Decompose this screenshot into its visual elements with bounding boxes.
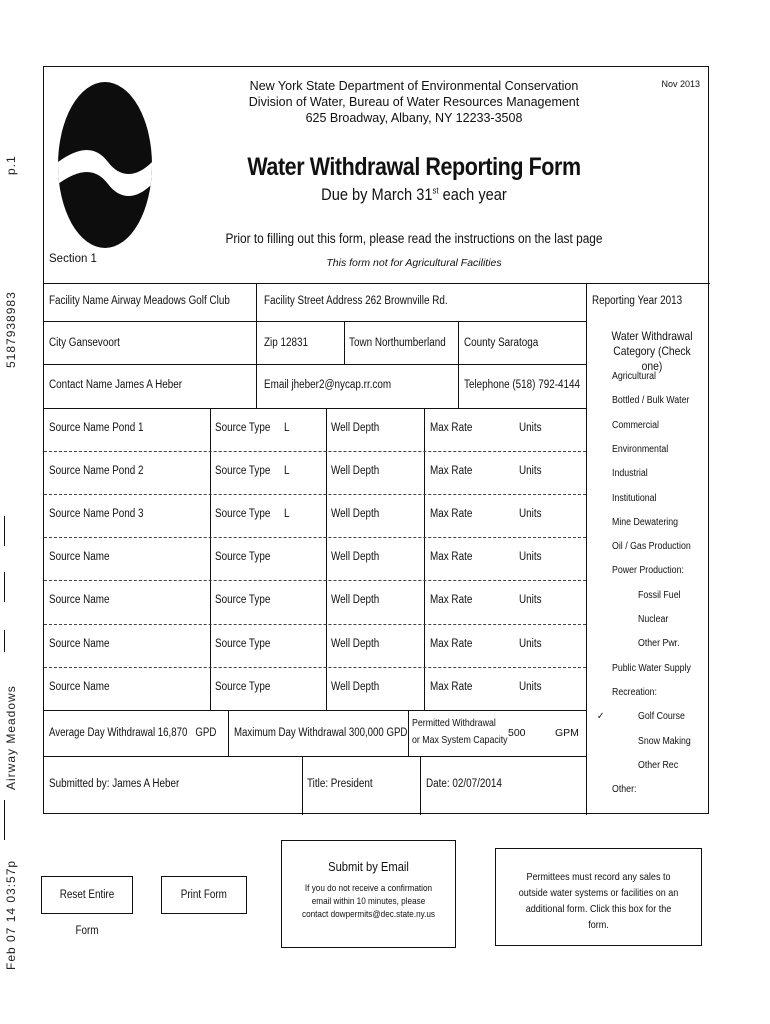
max-rate-field[interactable]: Max Rate — [430, 680, 473, 693]
category-option[interactable]: Oil / Gas Production — [612, 541, 691, 553]
units-field[interactable]: Units — [519, 508, 542, 521]
fax-phone: 5187938983 — [4, 291, 18, 368]
row-divider — [44, 580, 586, 581]
max-rate-field[interactable]: Max Rate — [430, 637, 473, 650]
source-type-label: Source Type — [215, 680, 271, 693]
well-depth-field[interactable]: Well Depth — [331, 465, 380, 478]
source-name-field[interactable]: Source Name — [49, 594, 110, 607]
permittees-form-link[interactable] — [495, 848, 702, 946]
well-depth-field[interactable]: Well Depth — [331, 594, 380, 607]
well-depth-field[interactable]: Well Depth — [331, 680, 380, 693]
agency-name: New York State Department of Environmental Conservation — [249, 79, 579, 93]
permittees-note: Permittees must record any sales to outside water systems or facilities on an additional form. Click this box for the form. — [518, 871, 679, 931]
row-divider — [44, 494, 586, 495]
category-option[interactable]: Snow Making — [638, 735, 691, 747]
source-name-field[interactable]: Source Name Pond 1 — [49, 422, 144, 434]
units-field[interactable]: Units — [519, 551, 542, 564]
dec-logo — [58, 82, 152, 248]
check-mark-icon: ✓ — [597, 711, 605, 723]
wave-icon — [58, 82, 152, 248]
source-type-value[interactable]: L — [284, 422, 290, 434]
source-type-label: Source Type — [215, 465, 271, 478]
units-field[interactable]: Units — [519, 637, 542, 650]
category-option[interactable]: Power Production: — [612, 565, 684, 577]
category-option[interactable]: Recreation: — [612, 686, 658, 698]
well-depth-field[interactable]: Well Depth — [331, 551, 380, 564]
reset-form-button[interactable]: Reset Entire Form — [41, 876, 133, 914]
fax-tick — [4, 572, 5, 602]
city-field[interactable]: City Gansevoort — [49, 337, 120, 349]
category-option[interactable]: Commercial — [612, 419, 659, 431]
source-type-value[interactable]: L — [284, 465, 290, 478]
submit-by-email-label: Submit by Email — [328, 859, 409, 874]
not-agricultural-note: This form not for Agricultural Facilities — [326, 257, 502, 269]
source-type-label: Source Type — [215, 551, 271, 564]
well-depth-field[interactable]: Well Depth — [331, 508, 380, 521]
units-field[interactable]: Units — [519, 680, 542, 693]
facility-street-field[interactable]: Facility Street Address 262 Brownville Rd. — [264, 295, 448, 307]
category-option[interactable]: Environmental — [612, 443, 669, 455]
fax-timestamp: Feb 07 14 03:57p — [4, 859, 18, 970]
category-option[interactable]: Nuclear — [638, 614, 669, 625]
source-type-label: Source Type — [215, 637, 271, 650]
fax-tick — [4, 630, 5, 652]
units-field[interactable]: Units — [519, 465, 542, 478]
fax-sender: Airway Meadows — [4, 685, 18, 790]
town-field[interactable]: Town Northumberland — [349, 337, 446, 349]
average-day-withdrawal-field[interactable]: Average Day Withdrawal 16,870 GPD — [49, 727, 217, 739]
category-option[interactable]: Fossil Fuel — [638, 589, 681, 601]
source-name-field[interactable]: Source Name — [49, 637, 110, 650]
permitted-withdrawal-unit: GPM — [555, 727, 579, 739]
source-name-field[interactable]: Source Name Pond 3 — [49, 508, 144, 521]
facility-name-field[interactable]: Facility Name Airway Meadows Golf Club — [49, 295, 230, 307]
fax-page-number: p.1 — [4, 155, 18, 175]
category-option[interactable]: Other: — [612, 784, 637, 796]
print-form-button[interactable]: Print Form — [161, 876, 247, 914]
units-field[interactable]: Units — [519, 422, 542, 434]
source-type-label: Source Type — [215, 508, 271, 521]
permitted-withdrawal-value[interactable]: 500 — [508, 727, 526, 739]
source-name-field[interactable]: Source Name Pond 2 — [49, 465, 144, 478]
telephone-field[interactable]: Telephone (518) 792-4144 — [464, 379, 581, 391]
county-field[interactable]: County Saratoga — [464, 337, 539, 349]
category-option[interactable]: Agricultural — [612, 371, 657, 382]
date-field[interactable]: Date: 02/07/2014 — [426, 778, 502, 790]
category-option[interactable]: Other Pwr. — [638, 638, 680, 650]
row-divider — [44, 451, 586, 452]
max-rate-field[interactable]: Max Rate — [430, 551, 473, 564]
division-name: Division of Water, Bureau of Water Resources Management — [248, 95, 580, 109]
maximum-day-withdrawal-field[interactable]: Maximum Day Withdrawal 300,000 GPD — [234, 727, 408, 739]
form-title: Water Withdrawal Reporting Form — [247, 153, 581, 181]
fax-tick — [4, 800, 5, 840]
source-type-label: Source Type — [215, 422, 271, 434]
withdrawal-form — [43, 66, 709, 814]
form-revision-date: Nov 2013 — [661, 79, 700, 89]
agency-address: 625 Broadway, Albany, NY 12233-3508 — [305, 111, 523, 125]
category-option[interactable]: Golf Course — [638, 711, 685, 723]
permitted-withdrawal-label: Permitted Withdrawal or Max System Capacity — [412, 717, 508, 746]
max-rate-field[interactable]: Max Rate — [430, 594, 473, 607]
source-type-label: Source Type — [215, 594, 271, 607]
fax-tick — [4, 516, 5, 546]
max-rate-field[interactable]: Max Rate — [430, 422, 473, 434]
row-divider — [44, 624, 586, 625]
max-rate-field[interactable]: Max Rate — [430, 508, 473, 521]
zip-field[interactable]: Zip 12831 — [264, 337, 308, 349]
row-divider — [44, 537, 586, 538]
category-option[interactable]: Institutional — [612, 492, 657, 504]
source-name-field[interactable]: Source Name — [49, 551, 110, 564]
source-name-field[interactable]: Source Name — [49, 680, 110, 693]
title-field[interactable]: Title: President — [307, 778, 373, 790]
max-rate-field[interactable]: Max Rate — [430, 465, 473, 478]
due-date: Due by March 31st each year — [321, 185, 507, 204]
category-option[interactable]: Bottled / Bulk Water — [612, 395, 690, 407]
submit-by-email-button[interactable] — [281, 840, 456, 948]
well-depth-field[interactable]: Well Depth — [331, 422, 380, 434]
source-type-value[interactable]: L — [284, 508, 290, 521]
email-field[interactable]: Email jheber2@nycap.rr.com — [264, 379, 392, 391]
reporting-year-field[interactable]: Reporting Year 2013 — [592, 295, 683, 307]
category-option[interactable]: Other Rec — [638, 759, 679, 771]
well-depth-field[interactable]: Well Depth — [331, 637, 380, 650]
email-confirmation-note: If you do not receive a confirmation email within 10 minutes, please contact dowpermits@dec.state.ny.us — [301, 883, 436, 920]
category-option[interactable]: Industrial — [612, 468, 648, 480]
submitted-by-field[interactable]: Submitted by: James A Heber — [49, 778, 180, 790]
category-option[interactable]: Public Water Supply — [612, 662, 691, 674]
fax-margin — [0, 0, 22, 1024]
row-divider — [44, 667, 586, 668]
section-label: Section 1 — [49, 253, 97, 265]
category-option[interactable]: Mine Dewatering — [612, 516, 679, 528]
units-field[interactable]: Units — [519, 594, 542, 607]
instructions-note: Prior to filling out this form, please read the instructions on the last page — [225, 231, 603, 246]
category-title: Water Withdrawal Category (Check one) — [611, 329, 693, 373]
contact-name-field[interactable]: Contact Name James A Heber — [49, 379, 183, 391]
